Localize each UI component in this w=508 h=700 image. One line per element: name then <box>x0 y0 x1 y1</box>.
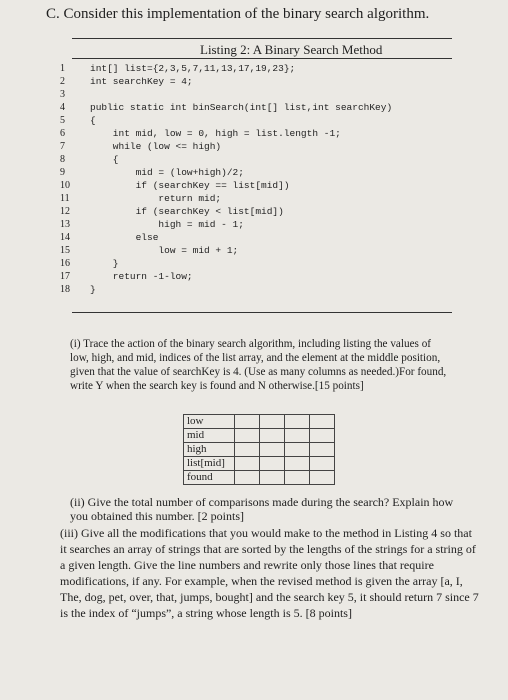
table-cell <box>260 457 285 471</box>
code-text: mid = (low+high)/2; <box>90 167 244 178</box>
code-text: int[] list={2,3,5,7,11,13,17,19,23}; <box>90 63 296 74</box>
listing-top-rule <box>72 38 452 39</box>
line-number: 1 <box>60 63 65 74</box>
table-cell <box>260 415 285 429</box>
table-cell <box>260 471 285 485</box>
line-number: 10 <box>60 180 70 191</box>
line-number: 4 <box>60 102 65 113</box>
code-text: if (searchKey == list[mid]) <box>90 180 290 191</box>
table-row <box>184 415 335 429</box>
code-text: while (low <= high) <box>90 141 222 152</box>
code-text: high = mid - 1; <box>90 219 244 230</box>
table-cell <box>235 443 260 457</box>
line-number: 5 <box>60 115 65 126</box>
line-number: 16 <box>60 258 70 269</box>
line-number: 3 <box>60 89 65 100</box>
table-cell <box>285 471 310 485</box>
row-label: found <box>184 471 235 485</box>
code-line <box>60 75 460 88</box>
code-text: } <box>90 258 119 269</box>
table-cell <box>260 429 285 443</box>
table-cell <box>235 415 260 429</box>
table-cell <box>285 457 310 471</box>
table-cell <box>235 457 260 471</box>
table-cell <box>235 429 260 443</box>
question-heading: C. Consider this implementation of the binary search algorithm. <box>46 6 430 22</box>
line-number: 6 <box>60 128 65 139</box>
code-text: public static int binSearch(int[] list,int searchKey) <box>90 102 393 113</box>
table-cell <box>285 415 310 429</box>
listing-header-rule <box>72 58 452 59</box>
code-line <box>60 127 460 140</box>
line-number: 9 <box>60 167 65 178</box>
code-text: int searchKey = 4; <box>90 76 193 87</box>
code-text: return -1-low; <box>90 271 193 282</box>
table-cell <box>260 443 285 457</box>
question-part-ii: (ii) Give the total number of comparisons made during the search? Explain how you obtained this number. [2 points] <box>70 495 454 523</box>
code-text: else <box>90 232 159 243</box>
row-label: high <box>184 443 235 457</box>
line-number: 14 <box>60 232 70 243</box>
code-line <box>60 88 460 101</box>
code-line <box>60 283 460 296</box>
row-label: mid <box>184 429 235 443</box>
table-cell <box>310 443 335 457</box>
table-row <box>184 429 335 443</box>
code-line <box>60 218 460 231</box>
code-line <box>60 205 460 218</box>
code-text: { <box>90 154 119 165</box>
code-text: if (searchKey < list[mid]) <box>90 206 284 217</box>
row-label: low <box>184 415 235 429</box>
line-number: 12 <box>60 206 70 217</box>
table-cell <box>310 415 335 429</box>
code-line <box>60 153 460 166</box>
line-number: 2 <box>60 76 65 87</box>
code-line <box>60 62 460 75</box>
code-listing <box>60 62 460 296</box>
code-text: int mid, low = 0, high = list.length -1; <box>90 128 341 139</box>
code-line <box>60 166 460 179</box>
code-line <box>60 192 460 205</box>
table-cell <box>310 457 335 471</box>
table-cell <box>310 429 335 443</box>
table-row <box>184 457 335 471</box>
code-line <box>60 244 460 257</box>
code-line <box>60 179 460 192</box>
table-cell <box>285 443 310 457</box>
trace-table <box>183 414 335 485</box>
code-line <box>60 140 460 153</box>
line-number: 15 <box>60 245 70 256</box>
line-number: 7 <box>60 141 65 152</box>
code-line <box>60 101 460 114</box>
listing-bottom-rule <box>72 312 452 313</box>
code-text: low = mid + 1; <box>90 245 239 256</box>
line-number: 18 <box>60 284 70 295</box>
question-part-i: (i) Trace the action of the binary search algorithm, including listing the values of low, high, and mid, indices of the list array, and the element at the middle position, given that the value of searchKey is 4. (Use as many columns as needed.)For found, write Y when the search key is found and N otherwise.[15 points] <box>70 338 447 392</box>
code-line <box>60 114 460 127</box>
code-line <box>60 270 460 283</box>
line-number: 17 <box>60 271 70 282</box>
listing-title: Listing 2: A Binary Search Method <box>200 42 383 57</box>
code-text: { <box>90 115 96 126</box>
line-number: 8 <box>60 154 65 165</box>
code-text: } <box>90 284 96 295</box>
code-text: return mid; <box>90 193 222 204</box>
table-cell <box>235 471 260 485</box>
code-line <box>60 257 460 270</box>
question-part-iii: (iii) Give all the modifications that you would make to the method in Listing 4 so that it searches an array of strings that are sorted by the lengths of the strings for a string of a given length. Give the line numbers and rewrite only those lines that require modifications, if any. For example, when the revised method is given the array [a, I, The, dog, pet, over, that, jumps, bought] and the search key 5, it should return 7 since 7 is the index of “jumps”, a string whose length is 5. [8 points] <box>60 526 479 620</box>
table-row <box>184 471 335 485</box>
code-line <box>60 231 460 244</box>
row-label: list[mid] <box>184 457 235 471</box>
line-number: 11 <box>60 193 70 204</box>
line-number: 13 <box>60 219 70 230</box>
table-cell <box>310 471 335 485</box>
table-row <box>184 443 335 457</box>
table-cell <box>285 429 310 443</box>
